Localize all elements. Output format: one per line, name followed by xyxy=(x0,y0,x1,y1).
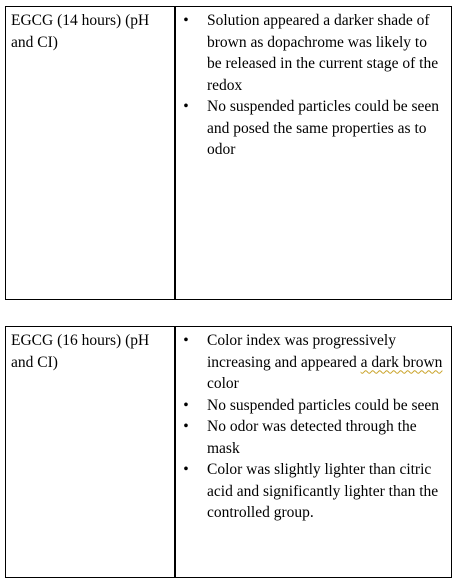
sample-label: EGCG (16 hours) (pH and CI) xyxy=(11,332,150,371)
observation-text-part: color xyxy=(207,375,239,392)
bullet-icon: • xyxy=(183,396,189,414)
observation-item xyxy=(176,416,445,459)
observation-table-16-hours xyxy=(5,326,452,578)
observation-text: No suspended particles could be seen and posed the same properties as to odor xyxy=(207,98,440,158)
observation-item xyxy=(176,330,445,395)
sample-label: EGCG (14 hours) (pH and CI) xyxy=(11,12,150,51)
observations-cell xyxy=(176,327,451,577)
observation-text-part: Color index was progressively increasing and appeared xyxy=(207,332,396,371)
bullet-icon: • xyxy=(183,418,189,435)
observation-list xyxy=(176,10,445,161)
bullet-icon: • xyxy=(183,461,189,478)
observation-list xyxy=(176,330,445,524)
sample-label-cell xyxy=(6,327,176,577)
observations-cell xyxy=(176,7,451,299)
bullet-icon: • xyxy=(183,332,189,349)
observation-text: Color was slightly lighter than citric acid and significantly lighter than the controlled group. xyxy=(207,461,439,521)
observation-text xyxy=(207,332,442,392)
bullet-icon: • xyxy=(183,12,189,29)
observation-item xyxy=(176,459,445,524)
observation-item xyxy=(176,395,445,417)
observation-text: No odor was detected through the mask xyxy=(207,418,417,457)
observation-item xyxy=(176,10,445,96)
observation-text: Solution appeared a darker shade of brown as dopachrome was likely to be released in the current stage of the redox xyxy=(207,12,439,94)
sample-label-cell xyxy=(6,7,176,299)
observation-item xyxy=(176,96,445,161)
observation-text: No suspended particles could be seen xyxy=(207,396,440,414)
bullet-icon: • xyxy=(183,98,189,115)
spellcheck-underlined-text: a dark brown xyxy=(360,353,443,371)
observation-table-14-hours xyxy=(5,6,452,300)
